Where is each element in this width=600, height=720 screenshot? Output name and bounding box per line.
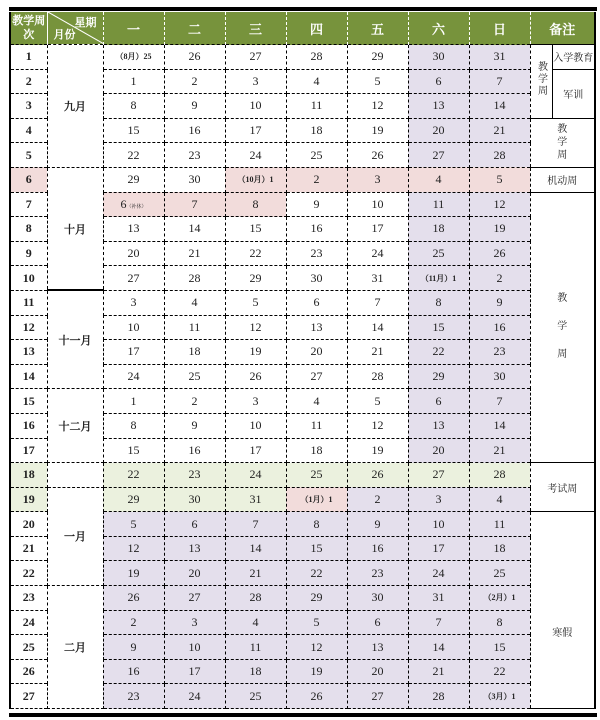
day-cell: 13 — [347, 635, 408, 660]
day-cell: 21 — [469, 118, 530, 143]
day-cell: 26 — [286, 684, 347, 709]
week-number: 27 — [10, 684, 47, 709]
header-day-wed: 三 — [225, 12, 286, 45]
day-cell: 12 — [469, 192, 530, 217]
week-number: 10 — [10, 266, 47, 291]
note-military-training: 军训 — [552, 69, 595, 118]
day-cell: 28 — [469, 463, 530, 488]
day-cell: 4 — [286, 389, 347, 414]
day-cell: 7 — [164, 192, 225, 217]
week-number: 2 — [10, 69, 47, 94]
day-cell: 8 — [408, 290, 469, 315]
header-day-sat: 六 — [408, 12, 469, 45]
day-cell: 21 — [225, 561, 286, 586]
day-cell: 20 — [164, 561, 225, 586]
day-cell: 13 — [103, 217, 164, 242]
day-cell: 21 — [408, 659, 469, 684]
day-cell: 16 — [103, 659, 164, 684]
day-cell: 26 — [103, 586, 164, 611]
day-cell: 25 — [164, 364, 225, 389]
top-rule — [9, 7, 597, 11]
day-cell: 8 — [469, 610, 530, 635]
header-day-mon: 一 — [103, 12, 164, 45]
day-cell — [103, 192, 164, 217]
week-number: 9 — [10, 241, 47, 266]
day-cell: 16 — [164, 438, 225, 463]
day-cell: 16 — [469, 315, 530, 340]
day-cell: 13 — [286, 315, 347, 340]
week-row — [10, 45, 595, 70]
day-cell: 23 — [103, 684, 164, 709]
header-day-tue: 二 — [164, 12, 225, 45]
day-cell: 30 — [469, 364, 530, 389]
month-november: 十一月 — [47, 290, 103, 388]
day-cell: 31 — [225, 487, 286, 512]
day-cell: 21 — [164, 241, 225, 266]
day-cell: 5 — [225, 290, 286, 315]
day-cell: 17 — [408, 536, 469, 561]
day-cell: 28 — [164, 266, 225, 291]
day-cell: 9 — [347, 512, 408, 537]
header-day-fri: 五 — [347, 12, 408, 45]
day-cell: 6 — [408, 69, 469, 94]
week-number: 5 — [10, 143, 47, 168]
week-number: 22 — [10, 561, 47, 586]
day-cell: 19 — [103, 561, 164, 586]
day-cell: （8月）25 — [103, 45, 164, 70]
day-cell: 12 — [347, 413, 408, 438]
day-cell: 1 — [103, 69, 164, 94]
day-cell: （10月）1 — [225, 167, 286, 192]
day-cell: 15 — [103, 438, 164, 463]
day-cell: 22 — [103, 463, 164, 488]
week-number: 4 — [10, 118, 47, 143]
day-cell: 2 — [164, 389, 225, 414]
day-cell: 11 — [408, 192, 469, 217]
day-cell: 8 — [103, 94, 164, 119]
note-text: 教学周 — [535, 60, 547, 97]
day-cell: 12 — [103, 536, 164, 561]
week-number: 20 — [10, 512, 47, 537]
day-cell: 2 — [103, 610, 164, 635]
day-cell: 24 — [408, 561, 469, 586]
day-cell: 23 — [164, 143, 225, 168]
week-number: 13 — [10, 340, 47, 365]
day-cell: 13 — [408, 94, 469, 119]
day-cell: 24 — [225, 463, 286, 488]
day-cell: 2 — [347, 487, 408, 512]
day-cell: 18 — [225, 659, 286, 684]
day-cell: 14 — [469, 94, 530, 119]
header-notes: 备注 — [530, 12, 595, 45]
week-number: 24 — [10, 610, 47, 635]
day-cell: 27 — [103, 266, 164, 291]
day-cell: 4 — [408, 167, 469, 192]
month-january: 一月 — [47, 487, 103, 585]
day-cell: 10 — [225, 94, 286, 119]
note-exam-week: 考试周 — [530, 463, 595, 512]
day-number: 6 — [120, 196, 127, 211]
week-number: 3 — [10, 94, 47, 119]
day-cell: 19 — [225, 340, 286, 365]
week-row — [10, 389, 595, 414]
day-cell: 25 — [408, 241, 469, 266]
day-cell: 2 — [164, 69, 225, 94]
day-cell: 28 — [225, 586, 286, 611]
day-cell: 16 — [286, 217, 347, 242]
day-cell: 24 — [347, 241, 408, 266]
day-cell: 7 — [469, 69, 530, 94]
day-cell: 22 — [408, 340, 469, 365]
day-cell: （3月）1 — [469, 684, 530, 709]
day-cell: 22 — [286, 561, 347, 586]
header-week-number: 教学周次 — [10, 12, 47, 45]
note-teaching-week-2 — [530, 118, 595, 167]
week-number: 26 — [10, 659, 47, 684]
header-month-label: 月份 — [53, 28, 76, 41]
day-cell: 10 — [347, 192, 408, 217]
day-cell: 15 — [469, 635, 530, 660]
day-cell: 17 — [225, 118, 286, 143]
week-number: 19 — [10, 487, 47, 512]
month-september: 九月 — [47, 45, 103, 168]
day-cell: 3 — [164, 610, 225, 635]
day-cell: 25 — [469, 561, 530, 586]
note-text: 教学周 — [557, 124, 568, 162]
day-cell: 29 — [347, 45, 408, 70]
day-cell: 5 — [469, 167, 530, 192]
header-day-sun: 日 — [469, 12, 530, 45]
day-cell: 31 — [469, 45, 530, 70]
week-row — [10, 586, 595, 611]
day-cell: 14 — [408, 635, 469, 660]
day-cell: 26 — [347, 143, 408, 168]
day-cell: 29 — [103, 167, 164, 192]
day-cell: 7 — [225, 512, 286, 537]
day-cell: 10 — [103, 315, 164, 340]
day-cell: 31 — [408, 586, 469, 611]
day-cell: 27 — [408, 463, 469, 488]
day-cell: 18 — [286, 438, 347, 463]
day-cell: 27 — [286, 364, 347, 389]
day-cell: 12 — [225, 315, 286, 340]
day-cell: 20 — [408, 438, 469, 463]
week-number: 17 — [10, 438, 47, 463]
day-cell: 11 — [225, 635, 286, 660]
day-cell: 28 — [469, 143, 530, 168]
day-cell: 4 — [225, 610, 286, 635]
day-cell: 14 — [469, 413, 530, 438]
day-cell: 8 — [286, 512, 347, 537]
day-cell: 20 — [286, 340, 347, 365]
day-cell: 4 — [164, 290, 225, 315]
day-cell: 18 — [164, 340, 225, 365]
day-cell: 18 — [408, 217, 469, 242]
day-cell: 9 — [164, 413, 225, 438]
day-cell: 26 — [347, 463, 408, 488]
day-cell: 25 — [225, 684, 286, 709]
day-cell: 17 — [103, 340, 164, 365]
day-cell: 28 — [347, 364, 408, 389]
day-cell: 3 — [347, 167, 408, 192]
day-cell: 3 — [225, 69, 286, 94]
makeup-day-note: （补休） — [126, 204, 147, 210]
day-cell: 9 — [286, 192, 347, 217]
day-cell: 23 — [347, 561, 408, 586]
day-cell: 9 — [164, 94, 225, 119]
day-cell: 20 — [103, 241, 164, 266]
day-cell: 11 — [469, 512, 530, 537]
month-october: 十月 — [47, 167, 103, 290]
header-day-thu: 四 — [286, 12, 347, 45]
note-teaching-week-3 — [530, 192, 595, 463]
day-cell: 27 — [225, 45, 286, 70]
day-cell: 30 — [347, 586, 408, 611]
day-cell: 26 — [469, 241, 530, 266]
week-number: 15 — [10, 389, 47, 414]
day-cell: 22 — [469, 659, 530, 684]
day-cell: 4 — [469, 487, 530, 512]
day-cell: 4 — [286, 69, 347, 94]
bottom-rule — [9, 713, 597, 717]
day-cell: 26 — [225, 364, 286, 389]
day-cell: 12 — [347, 94, 408, 119]
note-text: 教学周 — [557, 293, 568, 361]
month-december: 十二月 — [47, 389, 103, 463]
day-cell: 23 — [286, 241, 347, 266]
day-cell: 6 — [164, 512, 225, 537]
day-cell: 5 — [103, 512, 164, 537]
day-cell: 15 — [286, 536, 347, 561]
day-cell: 8 — [225, 192, 286, 217]
note-teaching-week-vertical — [530, 45, 552, 119]
week-number: 7 — [10, 192, 47, 217]
note-winter-break — [530, 512, 595, 709]
day-cell: 7 — [347, 290, 408, 315]
week-number: 6 — [10, 167, 47, 192]
day-cell: 16 — [347, 536, 408, 561]
day-cell: 17 — [164, 659, 225, 684]
day-cell: 7 — [469, 389, 530, 414]
day-cell: 20 — [347, 659, 408, 684]
day-cell: 11 — [164, 315, 225, 340]
day-cell: 27 — [408, 143, 469, 168]
day-cell: 11 — [286, 94, 347, 119]
day-cell: 25 — [286, 143, 347, 168]
month-december-cont — [47, 463, 103, 488]
day-cell: 3 — [408, 487, 469, 512]
header-diagonal-cell — [47, 12, 103, 45]
day-cell: （11月）1 — [408, 266, 469, 291]
day-cell: 18 — [469, 536, 530, 561]
day-cell: 5 — [286, 610, 347, 635]
day-cell: 19 — [347, 118, 408, 143]
day-cell: 28 — [286, 45, 347, 70]
day-cell: 29 — [408, 364, 469, 389]
day-cell: （1月）1 — [286, 487, 347, 512]
day-cell: 29 — [103, 487, 164, 512]
day-cell: 18 — [286, 118, 347, 143]
day-cell: 3 — [225, 389, 286, 414]
day-cell: 30 — [164, 167, 225, 192]
note-flex-week: 机动周 — [530, 167, 595, 192]
day-cell: 22 — [103, 143, 164, 168]
week-number: 23 — [10, 586, 47, 611]
day-cell: 8 — [103, 413, 164, 438]
week-number: 18 — [10, 463, 47, 488]
day-cell: （2月）1 — [469, 586, 530, 611]
day-cell: 19 — [469, 217, 530, 242]
week-number: 21 — [10, 536, 47, 561]
day-cell: 14 — [164, 217, 225, 242]
day-cell: 29 — [286, 586, 347, 611]
day-cell: 1 — [103, 389, 164, 414]
week-number: 25 — [10, 635, 47, 660]
day-cell: 15 — [408, 315, 469, 340]
note-text: 寒假 — [552, 628, 573, 640]
day-cell: 30 — [164, 487, 225, 512]
day-cell: 29 — [225, 266, 286, 291]
day-cell: 6 — [408, 389, 469, 414]
week-row — [10, 487, 595, 512]
month-february: 二月 — [47, 586, 103, 709]
day-cell: 10 — [225, 413, 286, 438]
day-cell: 21 — [347, 340, 408, 365]
day-cell: 15 — [103, 118, 164, 143]
day-cell: 25 — [286, 463, 347, 488]
day-cell: 7 — [408, 610, 469, 635]
day-cell: 10 — [408, 512, 469, 537]
day-cell: 27 — [347, 684, 408, 709]
week-row — [10, 463, 595, 488]
day-cell: 15 — [225, 217, 286, 242]
day-cell: 24 — [164, 684, 225, 709]
day-cell: 12 — [286, 635, 347, 660]
week-row — [10, 167, 595, 192]
day-cell: 23 — [469, 340, 530, 365]
week-number: 16 — [10, 413, 47, 438]
day-cell: 9 — [469, 290, 530, 315]
day-cell: 19 — [286, 659, 347, 684]
day-cell: 6 — [286, 290, 347, 315]
day-cell: 14 — [347, 315, 408, 340]
week-number: 1 — [10, 45, 47, 70]
day-cell: 6 — [347, 610, 408, 635]
day-cell: 2 — [286, 167, 347, 192]
day-cell: 21 — [469, 438, 530, 463]
day-cell: 30 — [286, 266, 347, 291]
note-orientation: 入学教育 — [552, 45, 595, 70]
day-cell: 9 — [103, 635, 164, 660]
day-cell: 13 — [408, 413, 469, 438]
day-cell: 30 — [408, 45, 469, 70]
day-cell: 28 — [408, 684, 469, 709]
week-number: 14 — [10, 364, 47, 389]
day-cell: 24 — [103, 364, 164, 389]
header-row — [10, 12, 595, 45]
header-weekday-label: 星期 — [74, 16, 97, 29]
week-number: 11 — [10, 290, 47, 315]
day-cell: 22 — [225, 241, 286, 266]
day-cell: 17 — [225, 438, 286, 463]
day-cell: 19 — [347, 438, 408, 463]
day-cell: 23 — [164, 463, 225, 488]
day-cell: 5 — [347, 69, 408, 94]
day-cell: 27 — [164, 586, 225, 611]
day-cell: 3 — [103, 290, 164, 315]
week-row — [10, 290, 595, 315]
day-cell: 26 — [164, 45, 225, 70]
week-number: 8 — [10, 217, 47, 242]
school-calendar-table — [9, 12, 596, 709]
week-number: 12 — [10, 315, 47, 340]
day-cell: 13 — [164, 536, 225, 561]
day-cell: 14 — [225, 536, 286, 561]
day-cell: 16 — [164, 118, 225, 143]
day-cell: 2 — [469, 266, 530, 291]
day-cell: 10 — [164, 635, 225, 660]
day-cell: 24 — [225, 143, 286, 168]
day-cell: 20 — [408, 118, 469, 143]
day-cell: 17 — [347, 217, 408, 242]
day-cell: 11 — [286, 413, 347, 438]
day-cell: 5 — [347, 389, 408, 414]
day-cell: 31 — [347, 266, 408, 291]
